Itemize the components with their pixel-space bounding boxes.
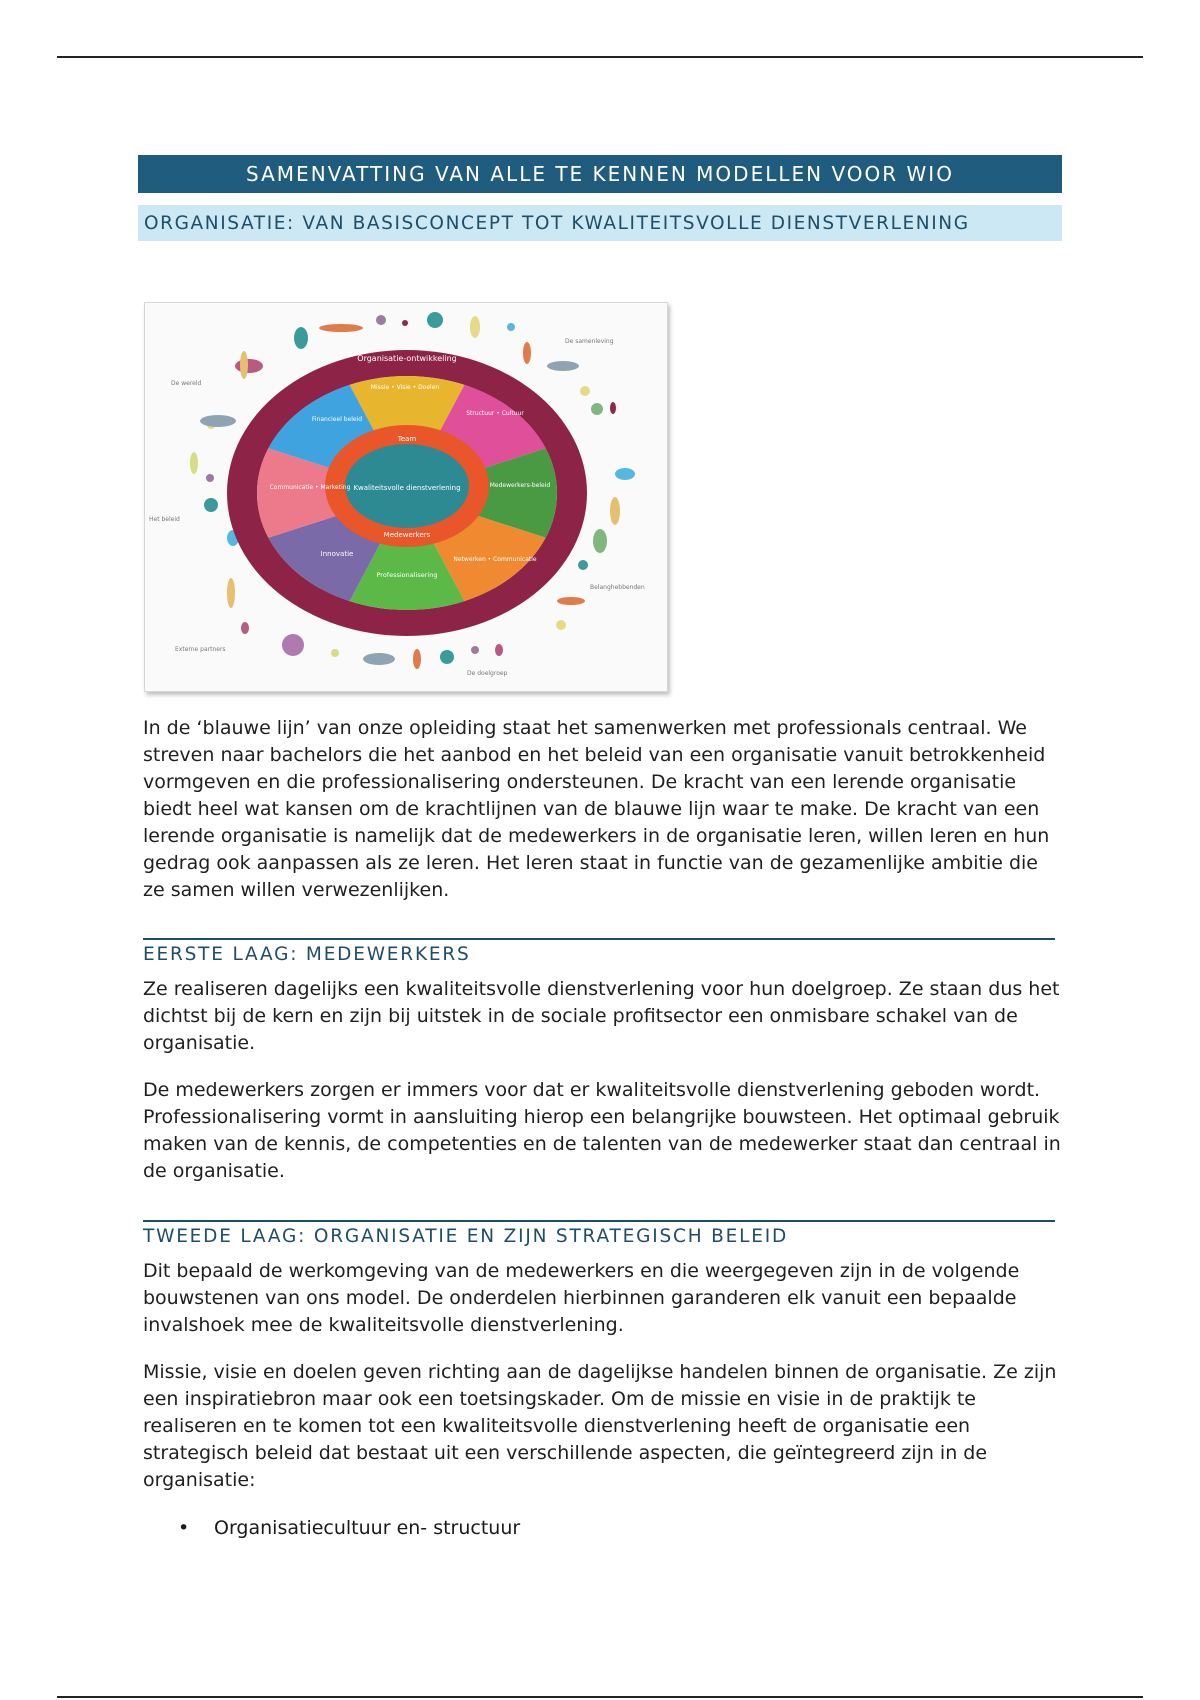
segment-label-structuur: Structuur • Cultuur	[466, 410, 524, 417]
segment-label-professionalisering: Professionalisering	[376, 571, 438, 579]
document-title: SAMENVATTING VAN ALLE TE KENNEN MODELLEN VOOR WIO	[138, 155, 1062, 193]
core-label: Kwaliteitsvolle dienstverlening	[353, 484, 461, 492]
segment-label-netwerken: Netwerken • Communicatie	[453, 556, 537, 563]
outer-label-samenleving: De samenleving	[565, 338, 614, 345]
inner-ring-label-team: Team	[397, 435, 417, 443]
section1-paragraph-2: De medewerkers zorgen er immers voor dat er kwaliteitsvolle dienstverlening geboden wordt. Professionalisering vormt in aansluiting hierop een belangrijke bouwsteen. Het optimaal gebruik maken van de kennis, de competenties en de talenten van de medewerker staat dan centraal in de organisatie.	[143, 1079, 1061, 1182]
section-heading-eerste-laag: EERSTE LAAG: MEDEWERKERS	[143, 938, 1055, 965]
outer-label-beleid: Het beleid	[149, 516, 180, 523]
section-heading-tweede-laag: TWEEDE LAAG: ORGANISATIE EN ZIJN STRATEGISCH BELEID	[143, 1220, 1055, 1247]
bullet-symbol: •	[178, 1517, 190, 1539]
section1-paragraph-1: Ze realiseren dagelijks een kwaliteitsvolle dienstverlening voor hun doelgroep. Ze staan dus het dichtst bij de kern en zijn bij uitstek in de sociale profitsector een onmisbare schakel van de organisatie.	[143, 978, 1060, 1054]
page-bottom-rule	[57, 1696, 1143, 1698]
outer-label-wereld: De wereld	[171, 380, 202, 387]
section2-paragraph-2: Missie, visie en doelen geven richting aan de dagelijkse handelen binnen de organisatie. Ze zijn een inspiratiebron maar ook een toetsingskader. Om de missie en visie in de praktijk te realiseren en te komen tot een kwaliteitsvolle dienstverlening heeft de organisatie een strategisch beleid dat bestaat uit een verschillende aspecten, die geïntegreerd zijn in de organisatie:	[143, 1361, 1057, 1491]
inner-ring-label-medewerkers: Medewerkers	[383, 531, 431, 539]
segment-label-financieel: Financieel beleid	[311, 416, 363, 423]
segment-label-innovatie: Innovatie	[320, 550, 354, 558]
list-item	[178, 1515, 520, 1542]
outer-label-doelgroep: De doelgroep	[467, 670, 508, 677]
organisation-model-figure	[144, 302, 668, 692]
ring-label: Organisatie-ontwikkeling	[357, 354, 457, 363]
outer-label-externe-partners: Externe partners	[175, 646, 226, 653]
page-top-rule	[57, 56, 1143, 58]
segment-label-missie: Missie • Visie • Doelen	[370, 384, 440, 391]
section2-paragraph-1: Dit bepaald de werkomgeving van de medewerkers en die weergegeven zijn in de volgende bouwstenen van ons model. De onderdelen hierbinnen garanderen elk vanuit een bepaalde invalshoek mee de kwaliteitsvolle dienstverlening.	[143, 1260, 1020, 1336]
outer-label-belanghebbenden: Belanghebbenden	[590, 584, 645, 591]
segment-label-medewerkersbeleid: Medewerkers-beleid	[489, 482, 551, 489]
document-subtitle: ORGANISATIE: VAN BASISCONCEPT TOT KWALITEITSVOLLE DIENSTVERLENING	[138, 205, 1062, 241]
segment-label-communicatie: Communicatie • Marketing	[269, 484, 351, 491]
intro-paragraph: In de ‘blauwe lijn’ van onze opleiding staat het samenwerken met professionals centraal. We streven naar bachelors die het aanbod en het beleid van een organisatie vanuit betrokkenheid vormgeven en die professionalisering ondersteunen. De kracht van een lerende organisatie biedt heel wat kansen om de krachtlijnen van de blauwe lijn waar te make. De kracht van een lerende organisatie is namelijk dat de medewerkers in de organisatie leren, willen leren en hun gedrag ook aanpassen als ze leren. Het leren staat in functie van de gezamenlijke ambitie die ze samen willen verwezenlijken.	[143, 717, 1050, 901]
list-item-text: Organisatiecultuur en- structuur	[214, 1517, 521, 1539]
